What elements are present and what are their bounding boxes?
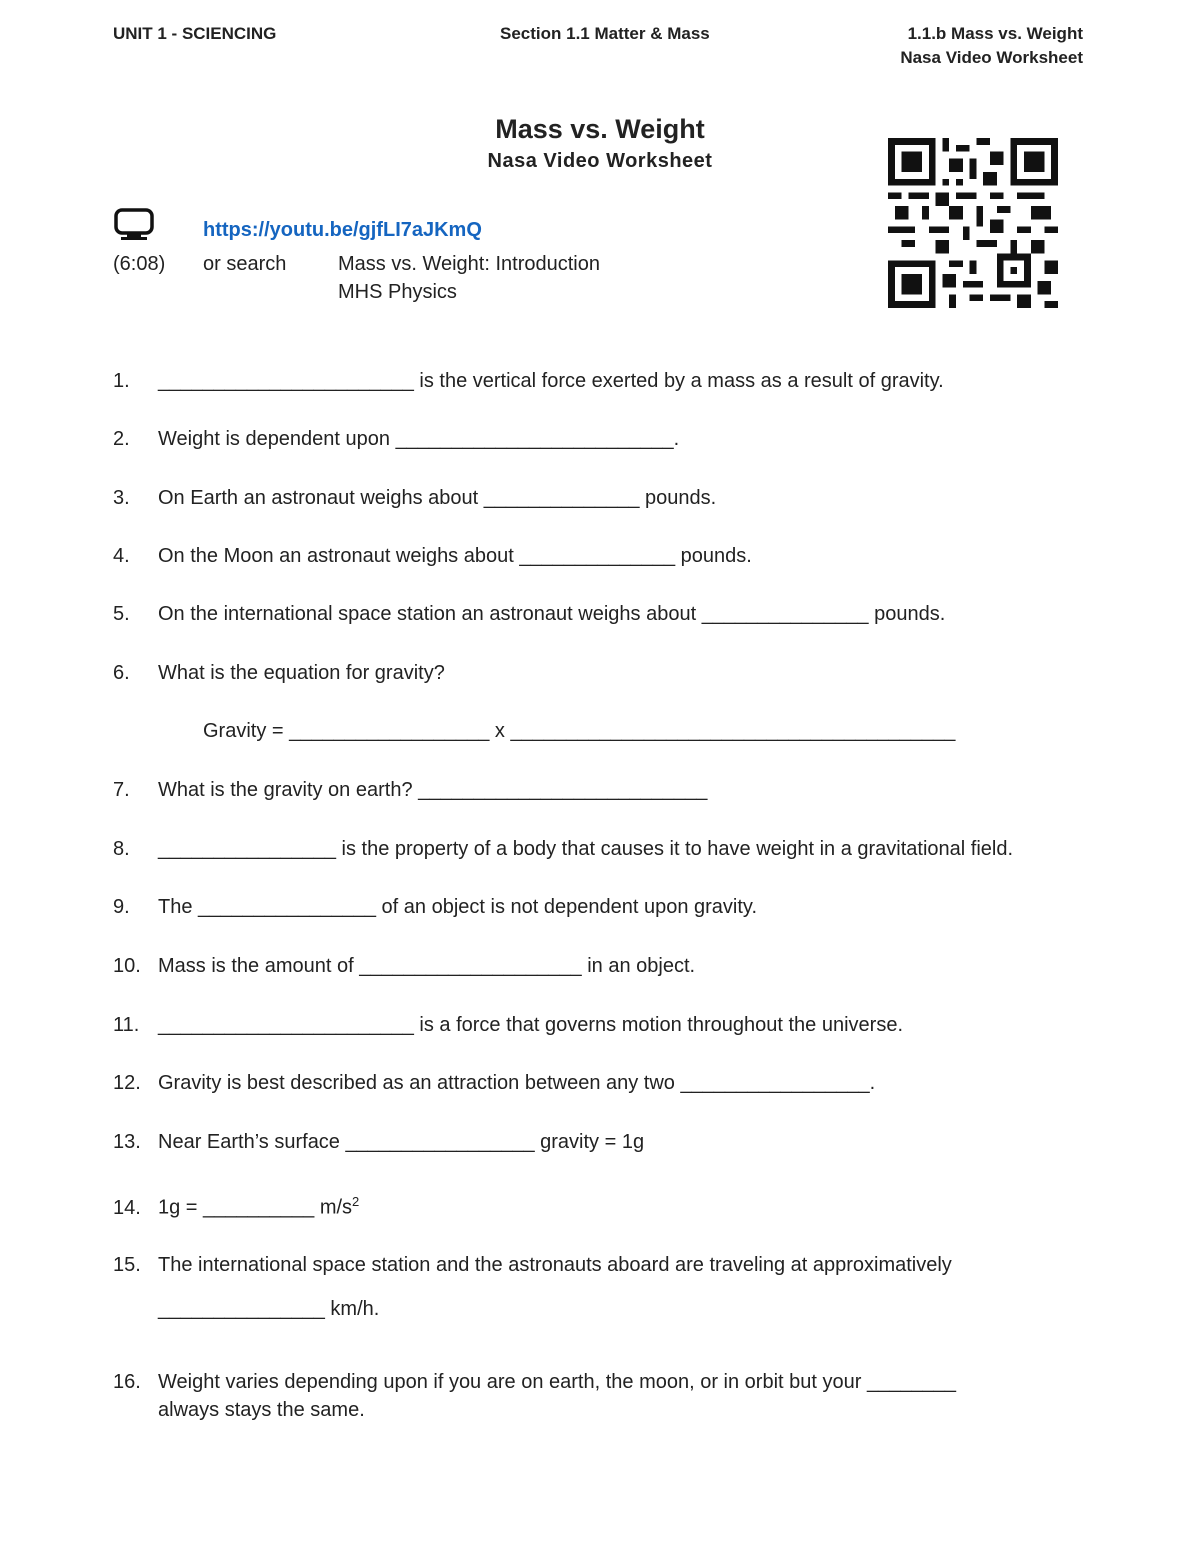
header-unit: UNIT 1 - SCIENCING [113,24,277,43]
qr-code-icon [888,138,1058,308]
header-topic-line2: Nasa Video Worksheet [900,48,1083,67]
question-2: 2. Weight is dependent upon _________________________. [113,428,680,450]
or-search-label: or search [203,253,287,275]
question-14: 14. 1g = __________ $m/s^2$ [113,1194,360,1219]
question-16: 16. Weight varies depending upon if you are on earth, the moon, or in orbit but your ________ [113,1371,956,1393]
question-7: 7. What is the gravity on earth? __________________________ [113,779,708,801]
question-5: 5. On the international space station an astronaut weighs about _______________ pounds. [113,603,946,625]
question-8: 8. ________________ is the property of a body that causes it to have weight in a gravitational field. [113,838,1014,860]
question-11: 11. _______________________ is a force that governs motion throughout the universe. [113,1014,903,1036]
header-section: Section 1.1 Matter & Mass [500,24,710,43]
video-link[interactable]: https://youtu.be/gjfLI7aJKmQ [203,219,482,241]
tv-icon [113,208,155,242]
search-term: Mass vs. Weight: Introduction [338,253,600,275]
gravity-equation: Gravity = __________________ x ________________________________________ [203,720,956,742]
question-10: 10. Mass is the amount of ____________________ in an object. [113,955,696,977]
header-topic-line1: 1.1.b Mass vs. Weight [907,24,1083,43]
search-channel: MHS Physics [338,281,457,303]
question-15-answer-line: _______________ km/h. [158,1298,380,1320]
question-6: 6. What is the equation for gravity? [113,662,445,684]
question-12: 12. Gravity is best described as an attraction between any two _________________. [113,1072,876,1094]
worksheet-subtitle: Nasa Video Worksheet [487,150,713,172]
question-13: 13. Near Earth’s surface _________________ gravity = 1g [113,1131,645,1153]
question-16-continuation: always stays the same. [158,1399,365,1421]
exponent: 2 [352,1194,360,1209]
header-topic [900,22,1083,70]
question-9: 9. The ________________ of an object is not dependent upon gravity. [113,896,757,918]
question-3: 3. On Earth an astronaut weighs about ______________ pounds. [113,487,717,509]
worksheet-title: Mass vs. Weight [495,114,705,144]
video-runtime: (6:08) [113,253,166,275]
question-1: 1. _______________________ is the vertical force exerted by a mass as a result of gravity. [113,370,944,392]
question-4: 4. On the Moon an astronaut weighs about ______________ pounds. [113,545,752,567]
question-15: 15. The international space station and the astronauts aboard are traveling at approximatively [113,1254,952,1276]
